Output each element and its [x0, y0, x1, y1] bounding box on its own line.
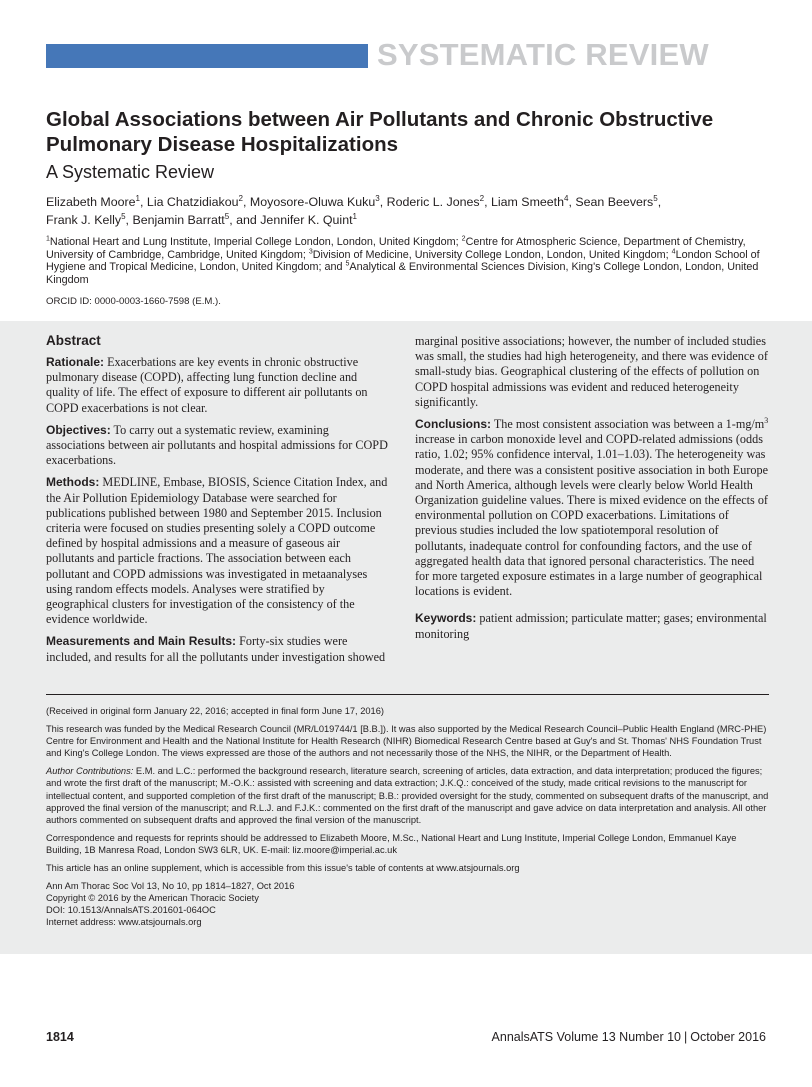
- author: Elizabeth Moore$^1$,: [46, 193, 147, 209]
- abstract-keywords: Keywords: patient admission; particulate matter; gases; environmental monitoring: [415, 611, 767, 641]
- received-dates: (Received in original form January 22, 2016; accepted in final form June 17, 2016): [46, 706, 384, 716]
- article-subtitle: A Systematic Review: [46, 162, 215, 182]
- orcid-line: ORCID ID: 0000-0003-1660-7598 (E.M.).: [46, 296, 221, 307]
- abstract-conclusions: Conclusions: The most consistent association was between a $1-mg/m^3$ increase in carbon monoxide level and COPD-related admissions (odds ratio, 1.02; 95% confidence interval, 1.01–1.03). The heterogeneity was moderate, and there was a consistent positive association in both Europe and North America, although levels were clearly below World Health Organization guideline values. There is mixed evidence on the effects of environmental pollution on COPD exacerbations. Limitations of previous studies included the low spatiotemporal resolution of pollutants, inadequate control for confounding factors, and the use of aggregated health data that ignored personal characteristics. The need for more targeted exposure estimates in a large number of geographical locations is evident.: [415, 415, 769, 599]
- divider-rule: [46, 694, 769, 695]
- article-title: Global Associations between Air Pollutants and Chronic Obstructive Pulmonary Disease Hospitalizations: [46, 108, 714, 156]
- page-number: 1814: [46, 1030, 74, 1044]
- abstract-column-left: [46, 333, 390, 672]
- abstract-measurements-continued: marginal positive associations; however, the number of included studies was small, the studies had high heterogeneity, and there was evidence of small-study bias. Geographical clustering of the effects of pollution on COPD hospital admissions was evident and reduced heterogeneity significantly.: [415, 334, 768, 409]
- author: Sean Beevers$^5$,: [575, 193, 662, 209]
- abstract-measurements: Measurements and Main Results: Forty-six studies were included, and results for all the pollutants under investigation showed: [46, 634, 386, 664]
- abstract-column-right: [415, 334, 769, 649]
- section-label: SYSTEMATIC REVIEW: [377, 37, 709, 72]
- abstract-rationale: Rationale: Exacerbations are key events in chronic obstructive pulmonary disease (COPD), affecting lung function decline and quality of life. The effect of exposure to different air pollutants on COPD exacerbations is not clear.: [46, 355, 368, 415]
- article-notes: [46, 705, 770, 935]
- citation-line: Ann Am Thorac Soc Vol 13, No 10, pp 1814–1827, Oct 2016: [46, 881, 295, 892]
- author: Moyosore-Oluwa Kuku$^3$,: [249, 193, 387, 209]
- abstract-heading: Abstract: [46, 333, 101, 348]
- funding-statement: This research was funded by the Medical Research Council (MR/L019744/1 [B.B.]). It was also supported by the Medical Research Council–Public Health England (MRC-PHE) Centre for Environment and Health and the National Institute for Health Research (NIHR) Biomedical Research Centre based at Guy's and St. Thomas' NHS Foundation Trust and King's College London. The views expressed are those of the authors and not necessarily those of the NHS, the NIHR, or the Department of Health.: [46, 724, 767, 759]
- author: Lia Chatzidiakou$^2$,: [146, 193, 250, 209]
- affiliations: $^1$National Heart and Lung Institute, Imperial College London, London, United Kingdom; $^2$Centre for Atmospheric Science, Department of Chemistry, University of Cambridge, Cambridge, United Kingdom; $^3$Division of Medicine, University College London, London, United Kingdom; $^4$London School of Hygiene and Tropical Medicine, London, United Kingdom; and $^5$Analytical & Environmental Sciences Division, King's College London, London, United Kingdom: [46, 235, 760, 286]
- abstract-methods: Methods: MEDLINE, Embase, BIOSIS, Science Citation Index, and the Air Pollution Epidemiology Database were searched for publications published between 1980 and September 2015. Inclusion criteria were focused on studies presenting solely a COPD outcome defined by hospital admissions and a measure of gaseous air pollutants and particle fractions. The association between each pollutant and COPD admissions was investigated in metaanalyses using random effects models. Analyses were stratified by geographical clusters for investigation of the consistency of the evidence worldwide.: [46, 475, 388, 627]
- author: Benjamin Barratt$^5$, and: [132, 211, 261, 227]
- citation-line: DOI: 10.1513/AnnalsATS.201601-064OC: [46, 905, 216, 916]
- citation-line: Copyright © 2016 by the American Thoracic Society: [46, 893, 259, 904]
- running-footer: AnnalsATS Volume 13 Number 10 | October 2016: [491, 1030, 766, 1044]
- abstract-objectives: Objectives: To carry out a systematic review, examining associations between air pollutants and hospital admissions for COPD exacerbations.: [46, 422, 388, 468]
- citation-block: [46, 880, 770, 928]
- author-list: [46, 193, 776, 229]
- correspondence: Correspondence and requests for reprints should be addressed to Elizabeth Moore, M.Sc., National Heart and Lung Institute, Imperial College London, Emmanuel Kaye Building, 1B Manresa Road, London SW3 6LR, UK. E-mail: liz.moore@imperial.ac.uk: [46, 832, 737, 855]
- citation-line: Internet address: www.atsjournals.org: [46, 917, 202, 928]
- header-accent-bar: [46, 44, 368, 68]
- author: Roderic L. Jones$^2$,: [386, 193, 491, 209]
- author-contributions: Author Contributions: E.M. and L.C.: performed the background research, literature search, screening of articles, data extraction, and data interpretation; produced the figures; and wrote the first draft of the manuscript; M.-O.K.: assisted with screening and data extraction; J.K.Q.: conceived of the study, made critical revisions to the manuscript for intellectual content, and supported completion of the first draft of the manuscript; B.B.: provided oversight for the study, commented on subsequent drafts of the manuscript, and approved the final version of the manuscript; and R.L.J. and F.J.K.: commented on the first draft of the manuscript and gave advice on data interpretation and analysis. All other authors commented on subsequent drafts and approved the final version of the manuscript.: [46, 766, 769, 825]
- author: Jennifer K. Quint$^1$: [260, 211, 358, 227]
- author: Frank J. Kelly$^5$,: [46, 211, 133, 227]
- author: Liam Smeeth$^4$,: [491, 193, 576, 209]
- supplement-note: This article has an online supplement, which is accessible from this issue's table of contents at www.atsjournals.org: [46, 863, 520, 874]
